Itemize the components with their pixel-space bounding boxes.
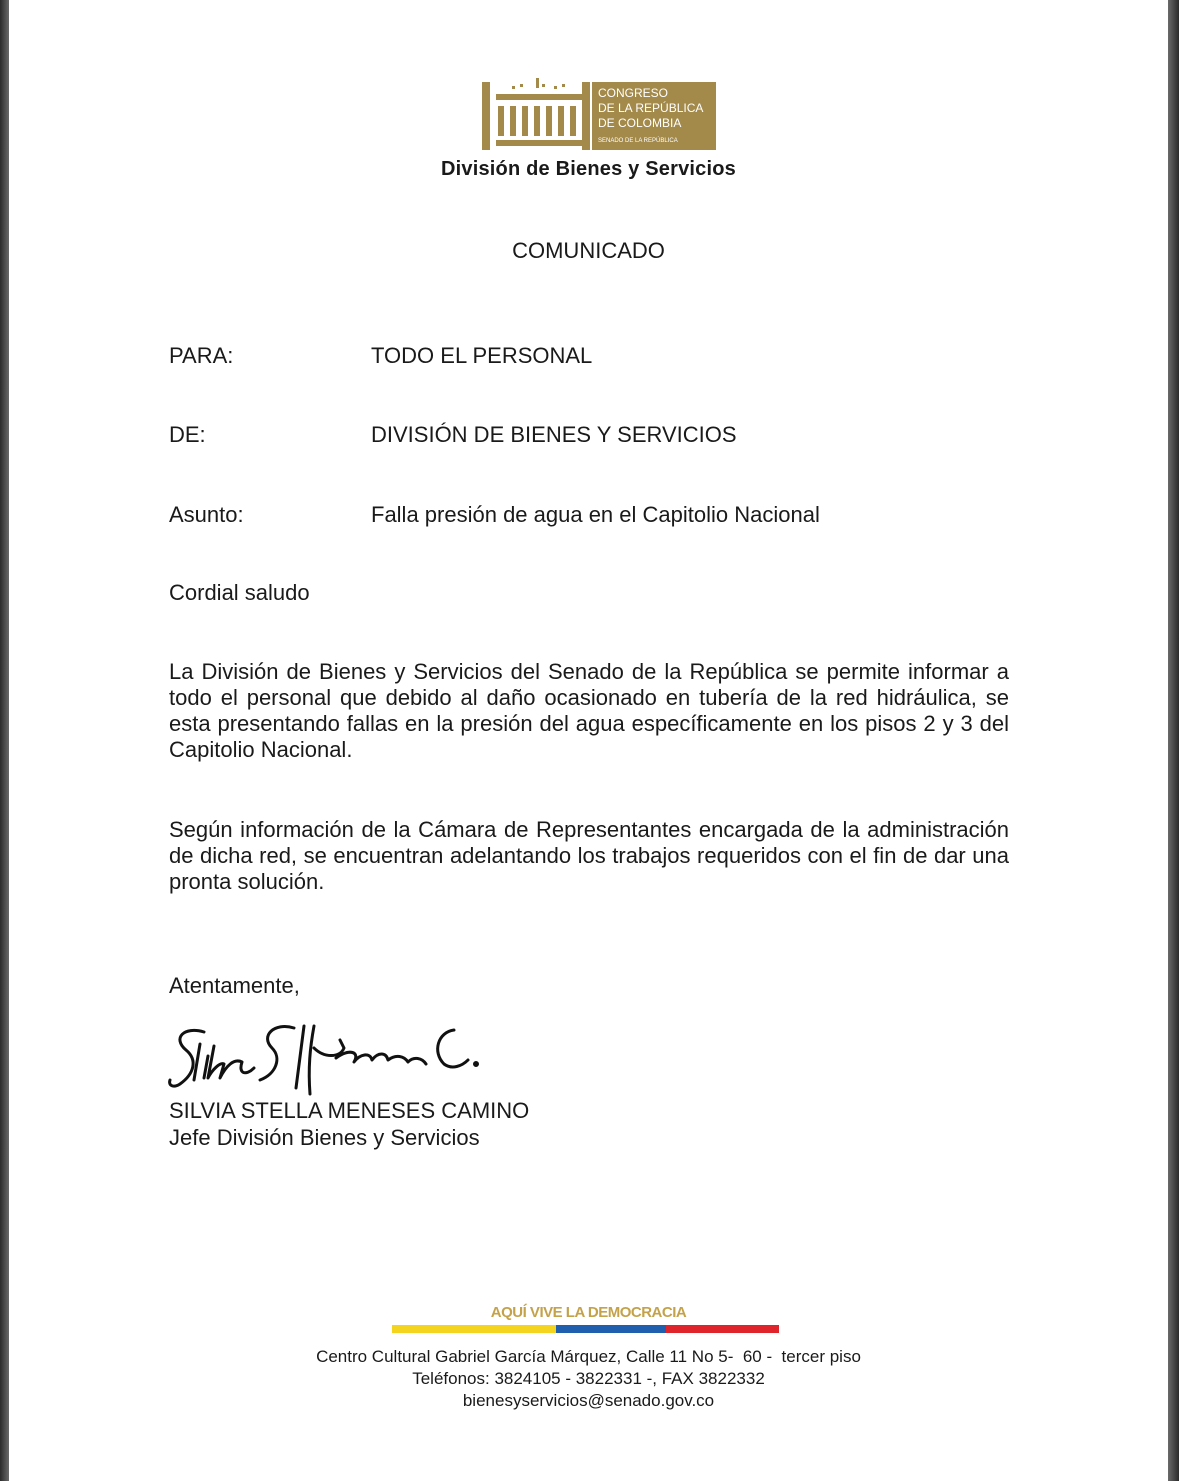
colombia-flag-bar: [392, 1325, 779, 1333]
logo-line-3: DE COLOMBIA: [598, 116, 682, 130]
flag-red-stripe: [666, 1325, 779, 1333]
field-label-asunto: Asunto:: [169, 502, 244, 527]
division-heading: División de Bienes y Servicios: [440, 158, 736, 180]
body-paragraph-2: Según información de la Cámara de Representantes encargada de la administración de dicha red, se encuentran adelantando los trabajos requeridos con el fin de dar una pronta solución.: [169, 817, 1009, 894]
field-value-para: TODO EL PERSONAL: [371, 343, 593, 368]
signer-role: Jefe División Bienes y Servicios: [169, 1125, 480, 1150]
field-value-de: DIVISIÓN DE BIENES Y SERVICIOS: [371, 422, 737, 447]
greeting: Cordial saludo: [169, 580, 310, 605]
signature-icon: [164, 1018, 484, 1100]
logo-line-4: SENADO DE LA REPÚBLICA: [598, 138, 678, 144]
footer-email[interactable]: bienesyservicios@senado.gov.co: [462, 1391, 715, 1410]
flag-blue-stripe: [556, 1325, 666, 1333]
logo-line-2: DE LA REPÚBLICA: [598, 101, 704, 115]
footer-phones: Teléfonos: 3824105 - 3822331 -, FAX 3822332: [412, 1369, 765, 1388]
scan-edge-left: [0, 0, 9, 1481]
document-title: COMUNICADO: [512, 238, 665, 263]
closing: Atentamente,: [169, 973, 300, 998]
body-paragraph-1: La División de Bienes y Servicios del Senado de la República se permite informar a todo el personal que debido al daño ocasionado en tubería de la red hidráulica, se esta presentando fallas en la presión del agua específicamente en los pisos 2 y 3 del Capitolio Nacional.: [169, 659, 1009, 762]
document-page: [9, 0, 1168, 1481]
logo-line-1: CONGRESO: [598, 86, 669, 100]
flag-yellow-stripe: [392, 1325, 556, 1333]
field-label-para: PARA:: [169, 343, 234, 368]
congreso-logo-icon: [482, 76, 716, 152]
field-label-de: DE:: [169, 422, 206, 447]
signer-name: SILVIA STELLA MENESES CAMINO: [169, 1098, 530, 1123]
footer-slogan: AQUÍ VIVE LA DEMOCRACIA: [490, 1304, 687, 1321]
scan-edge-right: [1168, 0, 1179, 1481]
footer-address: Centro Cultural Gabriel García Márquez, Calle 11 No 5- 60 - tercer piso: [316, 1347, 861, 1366]
field-value-asunto: Falla presión de agua en el Capitolio Nacional: [371, 502, 820, 527]
